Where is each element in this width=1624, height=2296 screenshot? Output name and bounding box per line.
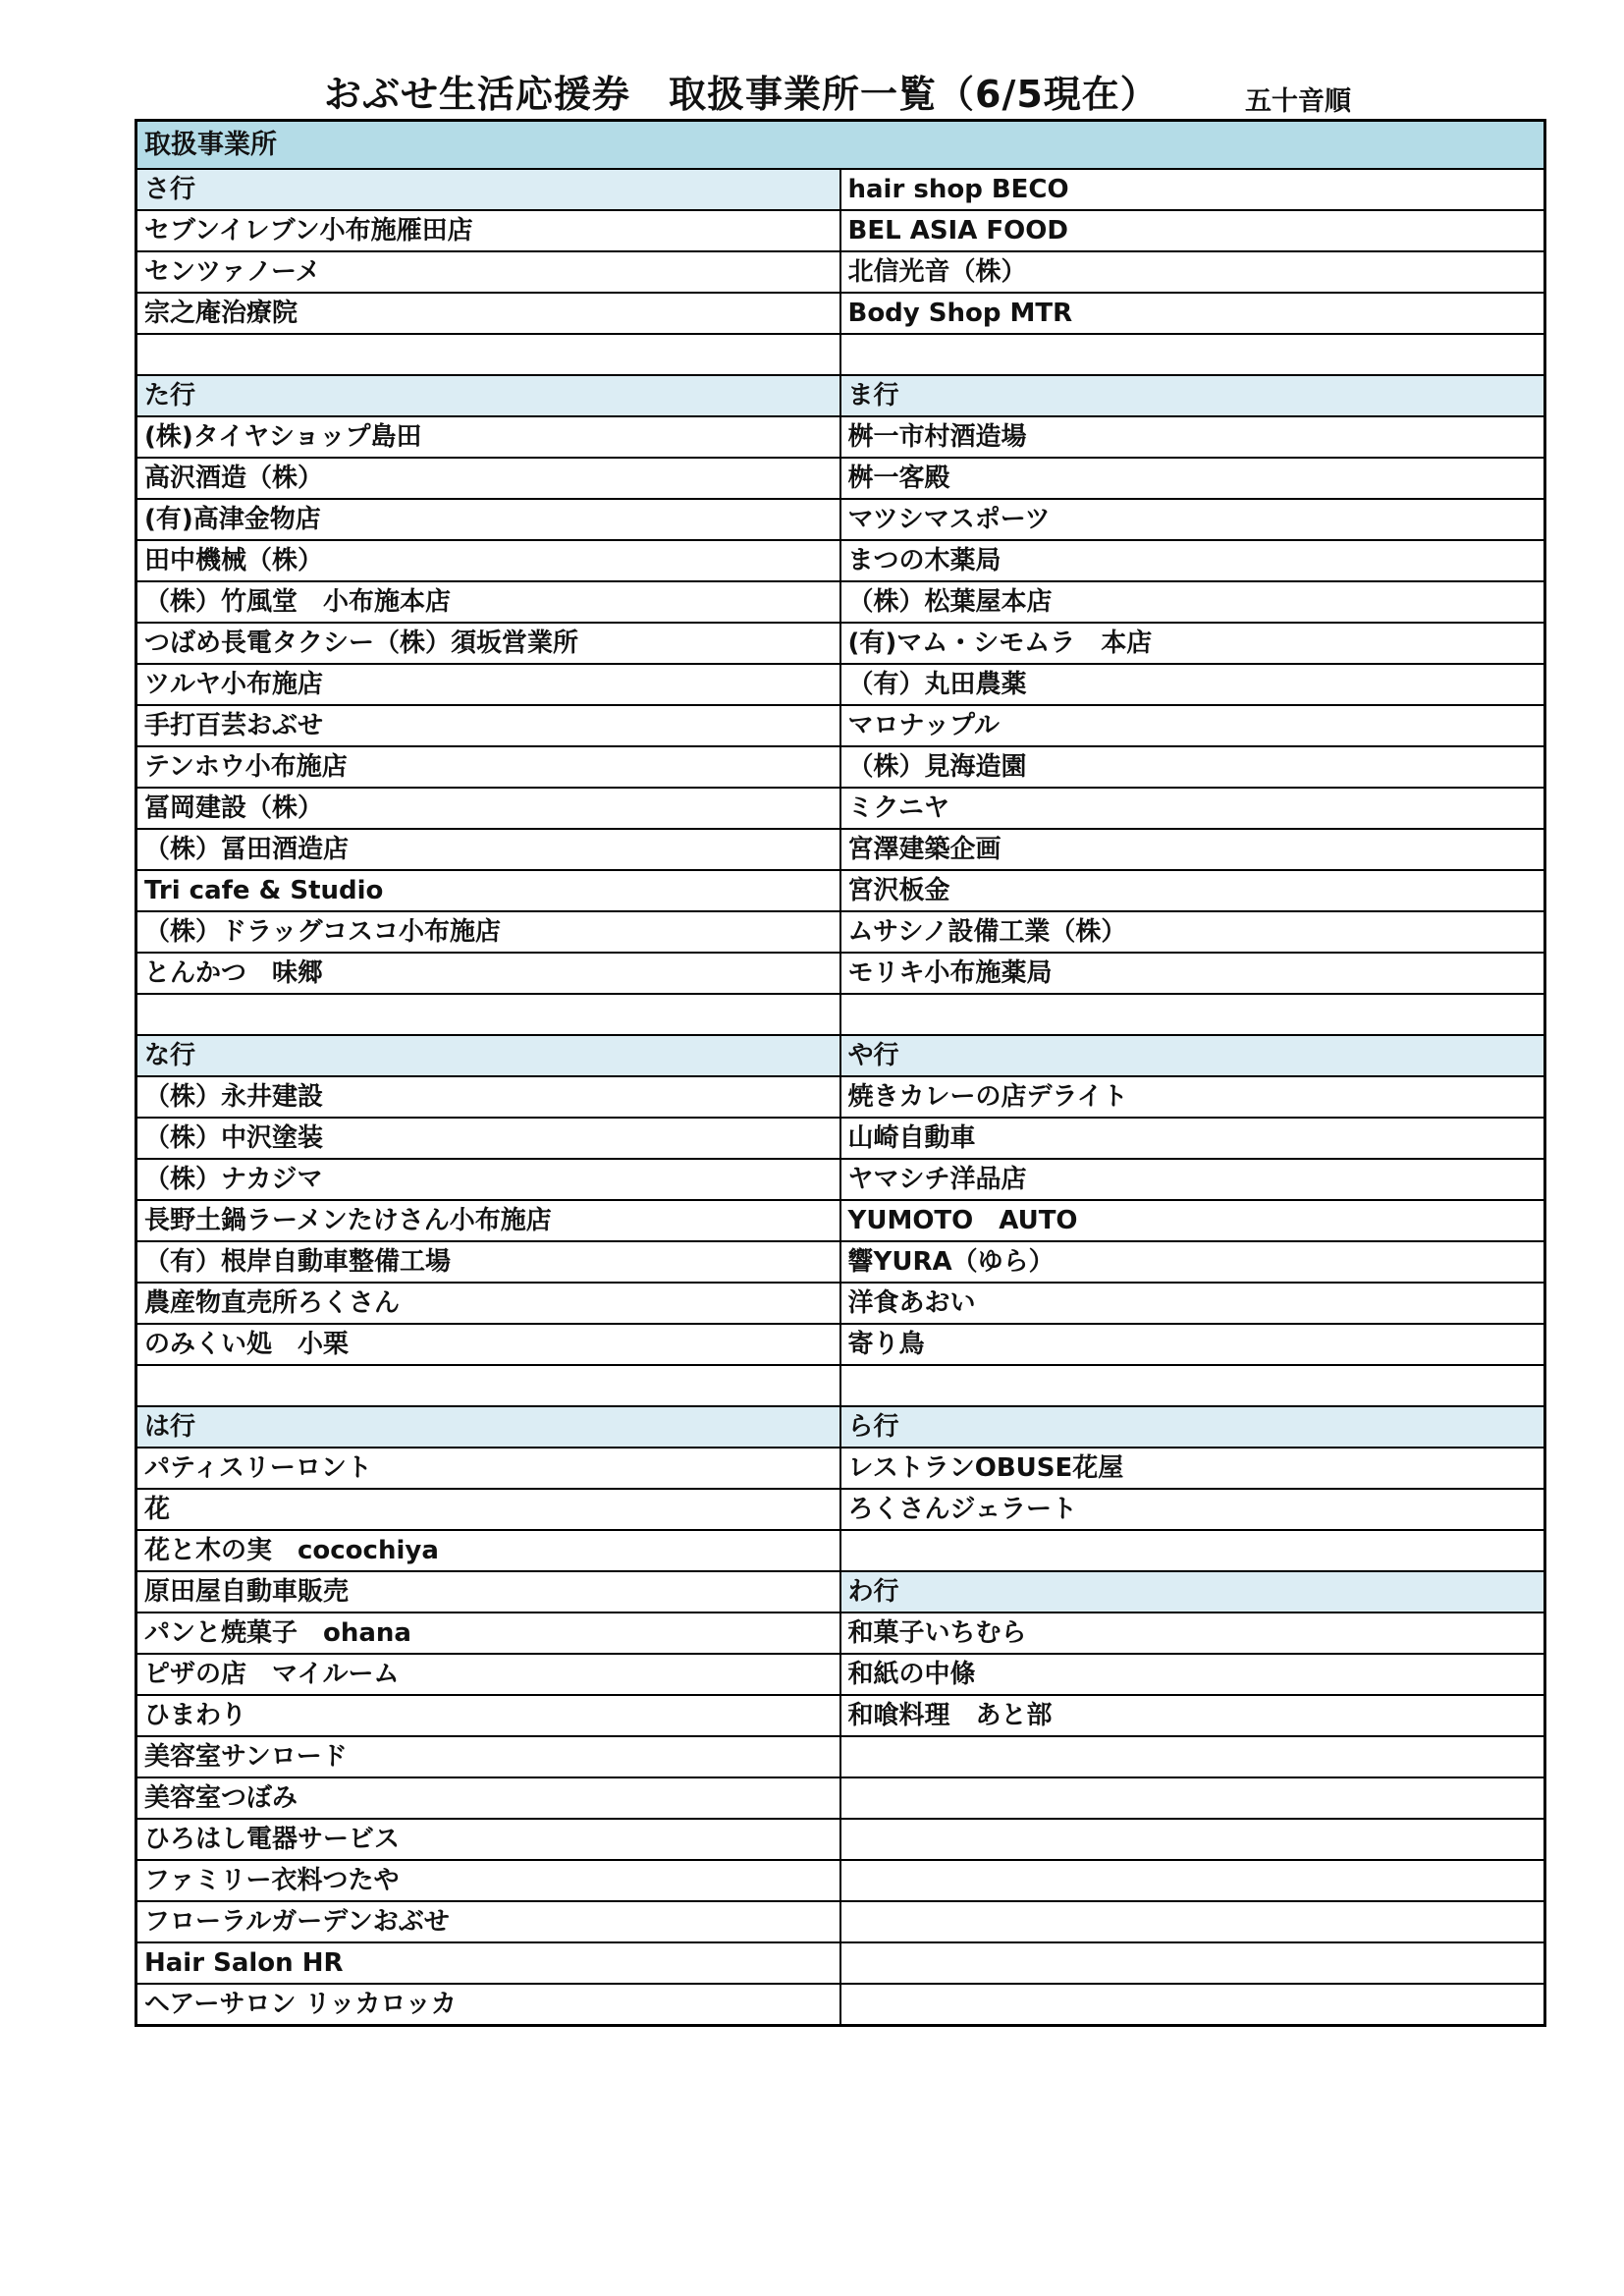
business-name-cell: セブンイレブン小布施雁田店: [136, 210, 840, 251]
business-name-cell: モリキ小布施薬局: [840, 953, 1545, 994]
table-row: [136, 1283, 1545, 1324]
table-row: [136, 458, 1545, 499]
table-row: [136, 870, 1545, 911]
table-row: [136, 1984, 1545, 2026]
business-name-cell: 和喰料理 あと部: [840, 1695, 1545, 1736]
business-name-cell: 宮澤建築企画: [840, 829, 1545, 870]
table-row: [136, 1777, 1545, 1819]
business-name-cell: のみくい処 小栗: [136, 1324, 840, 1365]
table-row: [136, 705, 1545, 746]
table-row: [136, 911, 1545, 953]
table-row: [136, 746, 1545, 788]
business-name-cell: [840, 1901, 1545, 1942]
table-row: [136, 1241, 1545, 1283]
section-header-cell: さ行: [136, 169, 840, 210]
table-row: [136, 664, 1545, 705]
business-name-cell: マツシマスポーツ: [840, 499, 1545, 540]
business-name-cell: 長野土鍋ラーメンたけさん小布施店: [136, 1200, 840, 1241]
business-name-cell: [840, 1736, 1545, 1777]
business-name-cell: 花: [136, 1489, 840, 1530]
business-name-cell: Hair Salon HR: [136, 1942, 840, 1984]
table-row: [136, 1489, 1545, 1530]
business-name-cell: [840, 1819, 1545, 1860]
section-header-cell: た行: [136, 375, 840, 416]
business-name-cell: ヤマシチ洋品店: [840, 1159, 1545, 1200]
business-name-cell: ツルヤ小布施店: [136, 664, 840, 705]
business-name-cell: 原田屋自動車販売: [136, 1571, 840, 1613]
business-name-cell: (株)タイヤショップ島田: [136, 416, 840, 458]
business-name-cell: [136, 994, 840, 1035]
section-header-cell: や行: [840, 1035, 1545, 1076]
business-name-cell: （株）竹風堂 小布施本店: [136, 581, 840, 623]
section-header-cell: ま行: [840, 375, 1545, 416]
business-name-cell: hair shop BECO: [840, 169, 1545, 210]
table-header-row: [136, 121, 1545, 170]
table-row: [136, 623, 1545, 664]
business-name-cell: （有）丸田農薬: [840, 664, 1545, 705]
table-row: [136, 829, 1545, 870]
section-header-cell: は行: [136, 1406, 840, 1448]
table-row: [136, 1571, 1545, 1613]
table-row: [136, 334, 1545, 375]
business-name-cell: [840, 1777, 1545, 1819]
business-name-cell: (有)高津金物店: [136, 499, 840, 540]
business-name-cell: ムサシノ設備工業（株）: [840, 911, 1545, 953]
business-name-cell: パンと焼菓子 ohana: [136, 1613, 840, 1654]
table-row: [136, 540, 1545, 581]
business-name-cell: [840, 334, 1545, 375]
business-name-cell: ひろはし電器サービス: [136, 1819, 840, 1860]
table-row: [136, 788, 1545, 829]
business-name-cell: センツァノーメ: [136, 251, 840, 293]
table-row: [136, 416, 1545, 458]
business-name-cell: [136, 1365, 840, 1406]
business-name-cell: （株）冨田酒造店: [136, 829, 840, 870]
table-row: [136, 293, 1545, 334]
business-name-cell: 洋食あおい: [840, 1283, 1545, 1324]
table-row: [136, 1654, 1545, 1695]
business-name-cell: ひまわり: [136, 1695, 840, 1736]
business-name-cell: （株）ドラッグコスコ小布施店: [136, 911, 840, 953]
business-name-cell: Tri cafe & Studio: [136, 870, 840, 911]
business-name-cell: ろくさんジェラート: [840, 1489, 1545, 1530]
table-row: [136, 1819, 1545, 1860]
business-name-cell: 宮沢板金: [840, 870, 1545, 911]
business-name-cell: 寄り鳥: [840, 1324, 1545, 1365]
table-row: [136, 1448, 1545, 1489]
table-row: [136, 251, 1545, 293]
table-row: [136, 1736, 1545, 1777]
business-name-cell: 田中機械（株）: [136, 540, 840, 581]
table-row: [136, 169, 1545, 210]
table-row: [136, 1901, 1545, 1942]
business-name-cell: 和紙の中條: [840, 1654, 1545, 1695]
table-header: 取扱事業所: [136, 121, 1545, 170]
business-name-cell: テンホウ小布施店: [136, 746, 840, 788]
business-name-cell: Body Shop MTR: [840, 293, 1545, 334]
business-name-cell: （株）ナカジマ: [136, 1159, 840, 1200]
table-row: [136, 375, 1545, 416]
table-row: [136, 1118, 1545, 1159]
business-name-cell: 山崎自動車: [840, 1118, 1545, 1159]
business-name-cell: YUMOTO AUTO: [840, 1200, 1545, 1241]
table-row: [136, 1695, 1545, 1736]
business-name-cell: 美容室サンロード: [136, 1736, 840, 1777]
table-row: [136, 994, 1545, 1035]
table-row: [136, 581, 1545, 623]
business-name-cell: 桝一市村酒造場: [840, 416, 1545, 458]
table-row: [136, 499, 1545, 540]
table-row: [136, 1159, 1545, 1200]
business-name-cell: 和菓子いちむら: [840, 1613, 1545, 1654]
business-name-cell: （株）松葉屋本店: [840, 581, 1545, 623]
business-name-cell: 焼きカレーの店デライト: [840, 1076, 1545, 1118]
page-title-bar: [0, 65, 1624, 124]
table-row: [136, 953, 1545, 994]
business-name-cell: [136, 334, 840, 375]
business-name-cell: （株）永井建設: [136, 1076, 840, 1118]
business-name-cell: ヘアーサロン リッカロッカ: [136, 1984, 840, 2026]
business-name-cell: 農産物直売所ろくさん: [136, 1283, 840, 1324]
table-row: [136, 1406, 1545, 1448]
business-name-cell: ミクニヤ: [840, 788, 1545, 829]
business-name-cell: [840, 1942, 1545, 1984]
business-name-cell: ファミリー衣料つたや: [136, 1860, 840, 1901]
table-row: [136, 1324, 1545, 1365]
sort-order-note: 五十音順: [1245, 86, 1351, 117]
business-name-cell: 花と木の実 cocochiya: [136, 1530, 840, 1571]
business-name-cell: （株）見海造園: [840, 746, 1545, 788]
table-row: [136, 210, 1545, 251]
business-name-cell: とんかつ 味郷: [136, 953, 840, 994]
business-name-cell: つばめ長電タクシー（株）須坂営業所: [136, 623, 840, 664]
table-row: [136, 1613, 1545, 1654]
section-header-cell: ら行: [840, 1406, 1545, 1448]
business-name-cell: 北信光音（株）: [840, 251, 1545, 293]
business-name-cell: (有)マム・シモムラ 本店: [840, 623, 1545, 664]
section-header-cell: な行: [136, 1035, 840, 1076]
business-name-cell: パティスリーロント: [136, 1448, 840, 1489]
business-name-cell: （有）根岸自動車整備工場: [136, 1241, 840, 1283]
table-row: [136, 1035, 1545, 1076]
table-row: [136, 1860, 1545, 1901]
business-name-cell: フローラルガーデンおぶせ: [136, 1901, 840, 1942]
business-name-cell: 響YURA（ゆら）: [840, 1241, 1545, 1283]
business-name-cell: 冨岡建設（株）: [136, 788, 840, 829]
business-name-cell: [840, 1365, 1545, 1406]
table-row: [136, 1200, 1545, 1241]
business-name-cell: まつの木薬局: [840, 540, 1545, 581]
business-name-cell: 高沢酒造（株）: [136, 458, 840, 499]
business-name-cell: 桝一客殿: [840, 458, 1545, 499]
table-row: [136, 1530, 1545, 1571]
business-name-cell: ピザの店 マイルーム: [136, 1654, 840, 1695]
business-name-cell: [840, 1530, 1545, 1571]
business-name-cell: （株）中沢塗装: [136, 1118, 840, 1159]
business-name-cell: 手打百芸おぶせ: [136, 705, 840, 746]
business-list-table: [135, 119, 1546, 2027]
business-name-cell: BEL ASIA FOOD: [840, 210, 1545, 251]
table-row: [136, 1365, 1545, 1406]
table-row: [136, 1942, 1545, 1984]
business-name-cell: 美容室つぼみ: [136, 1777, 840, 1819]
page-title: おぶせ生活応援券 取扱事業所一覧（6/5現在）: [324, 73, 1159, 116]
business-name-cell: [840, 994, 1545, 1035]
business-name-cell: [840, 1860, 1545, 1901]
section-header-cell: わ行: [840, 1571, 1545, 1613]
table-row: [136, 1076, 1545, 1118]
business-name-cell: レストランOBUSE花屋: [840, 1448, 1545, 1489]
business-name-cell: 宗之庵治療院: [136, 293, 840, 334]
business-name-cell: マロナップル: [840, 705, 1545, 746]
business-name-cell: [840, 1984, 1545, 2026]
